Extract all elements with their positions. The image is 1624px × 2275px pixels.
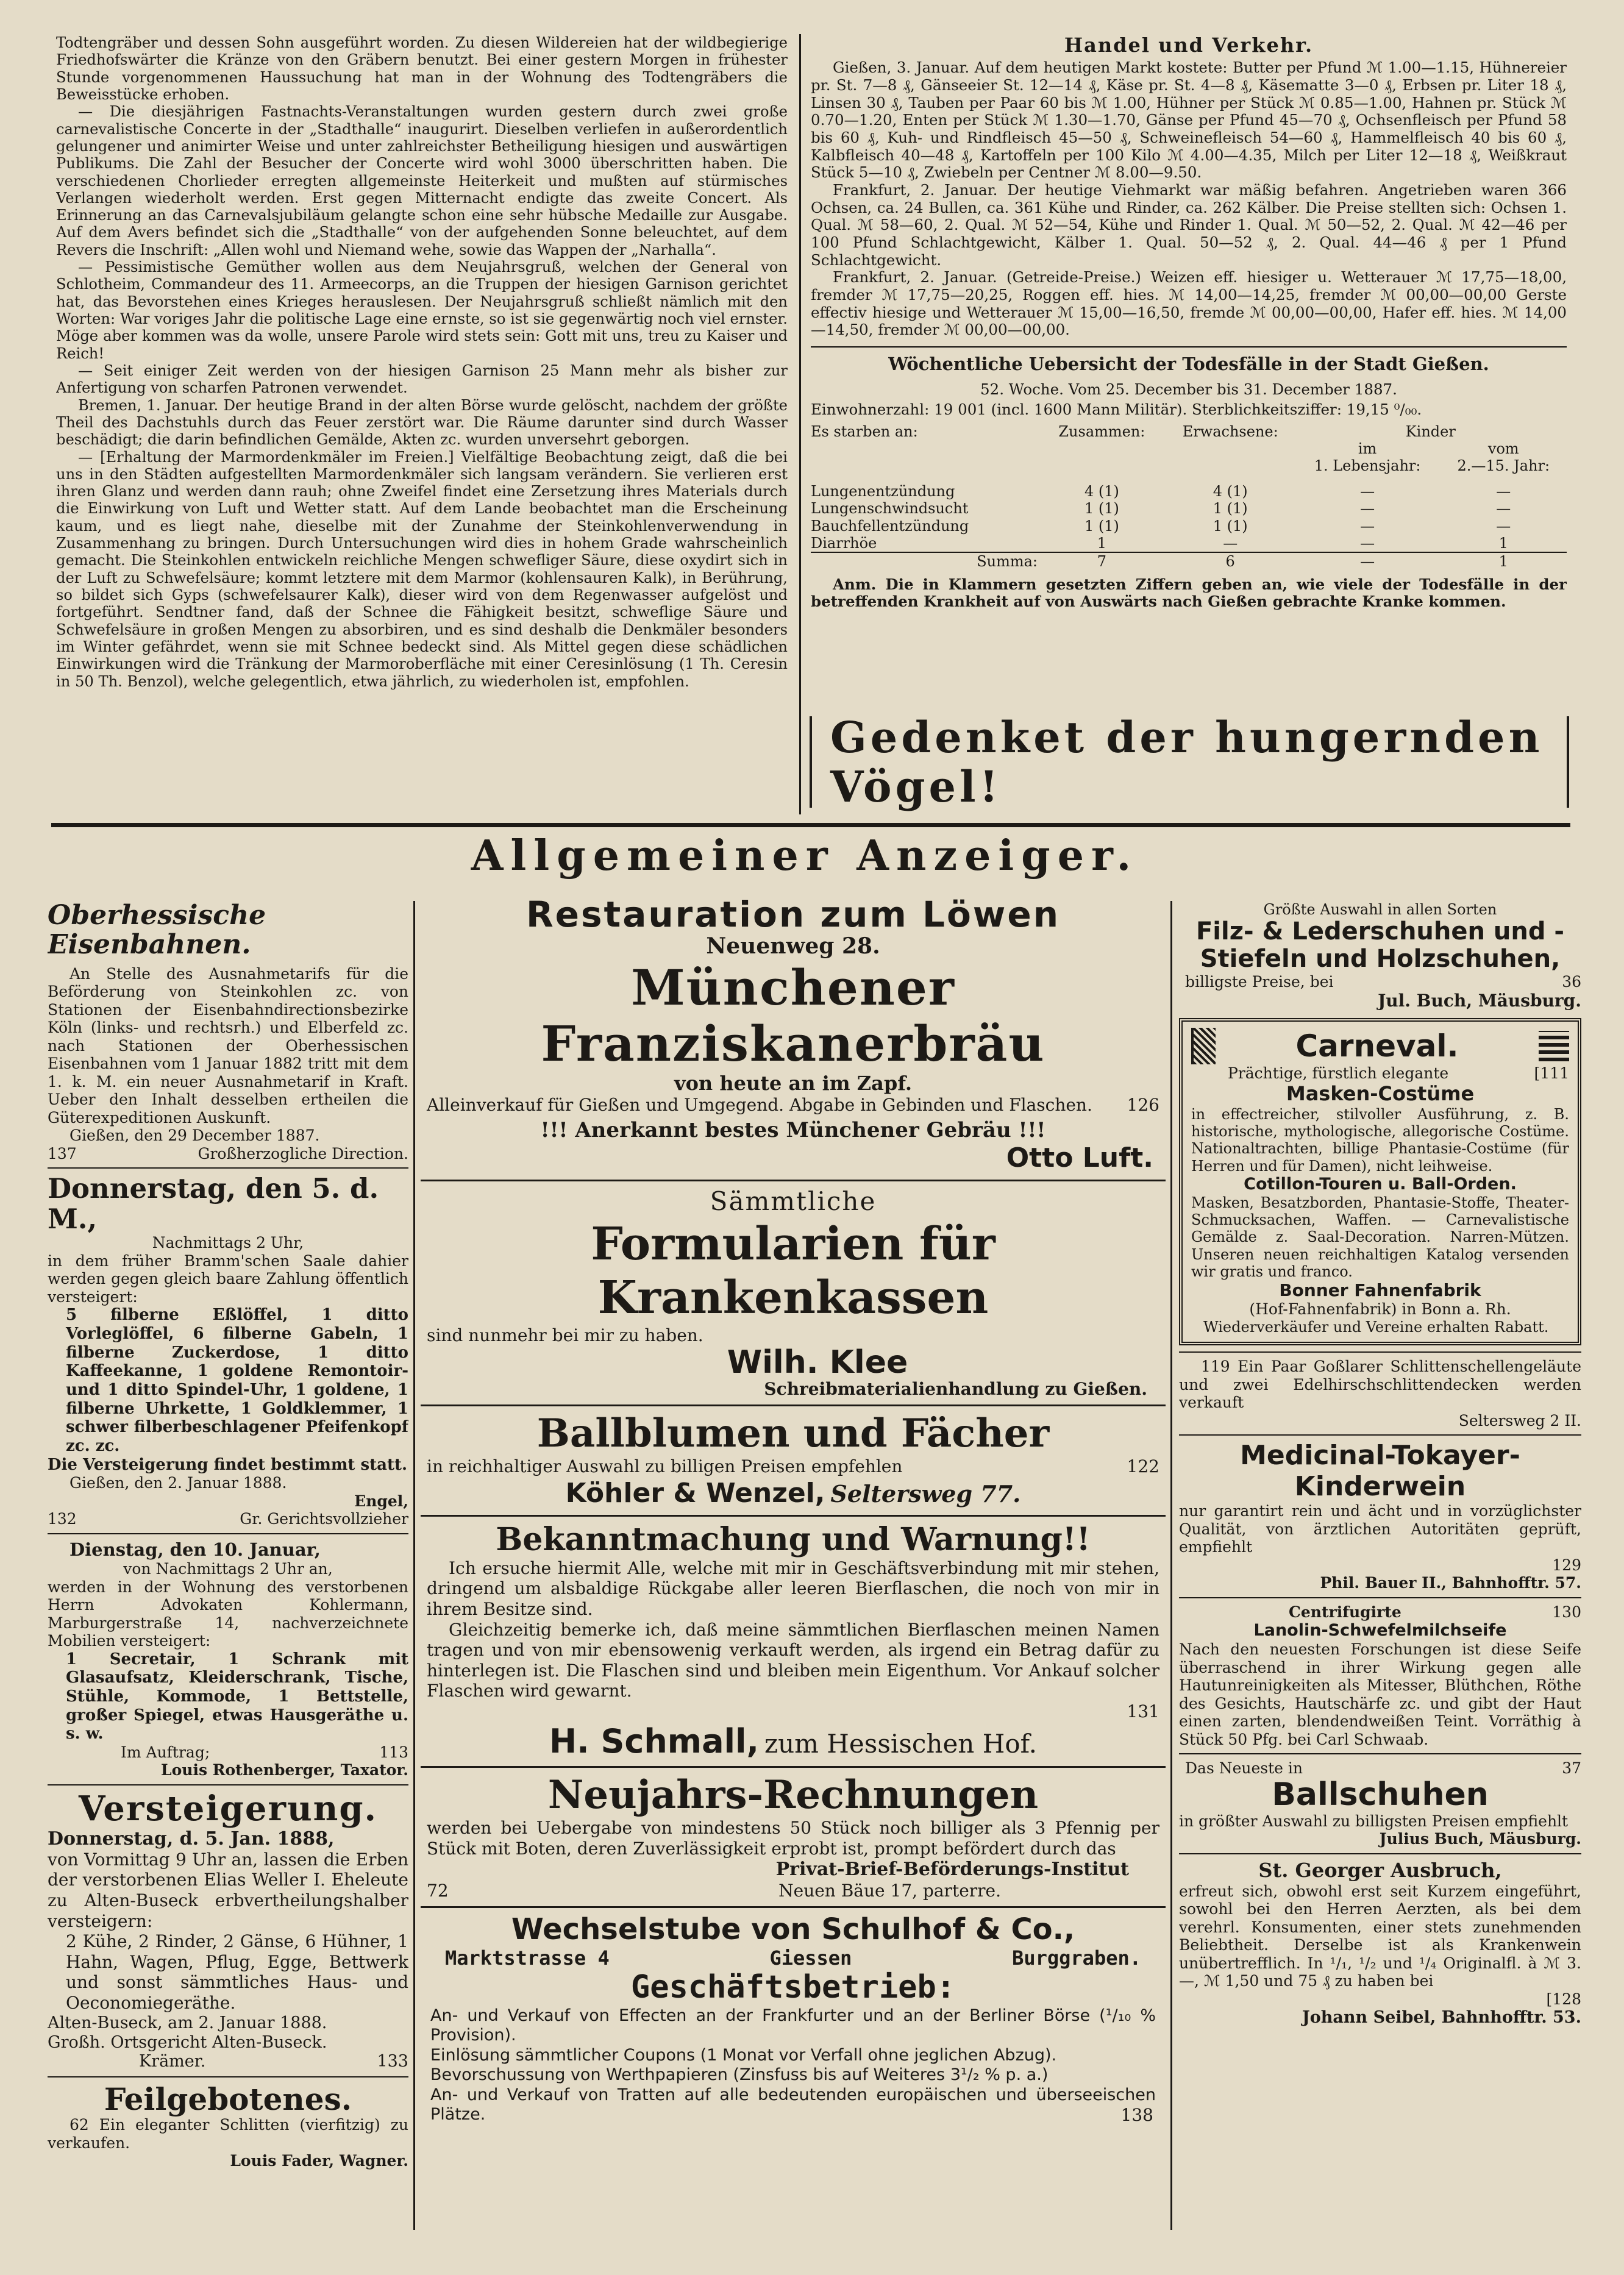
ad-subtitle: von Nachmittags 2 Uhr an, bbox=[123, 1560, 333, 1578]
count-cell: 1 bbox=[1498, 534, 1508, 552]
ad-subtitle: Nachmittags 2 Uhr, bbox=[152, 1234, 304, 1252]
section-title-handel: Handel und Verkehr. bbox=[1064, 34, 1314, 57]
ad-subtitle: Schreibmaterialienhandlung zu Gießen. bbox=[764, 1379, 1147, 1400]
ad-text: Bevorschussung von Werthpapieren (Zinsfuss bis auf Weiteres 3¹/₂ % p. a.) bbox=[430, 2065, 1049, 2085]
section-rule bbox=[51, 823, 1570, 827]
ad-signature: Großh. Ortsgericht Alten-Buseck. bbox=[48, 2032, 327, 2052]
count-cell: — bbox=[1360, 517, 1375, 535]
ad-signature: Louis Rothenberger, Taxator. bbox=[161, 1761, 408, 1779]
anzeiger-title: Allgemeiner Anzeiger. bbox=[471, 831, 1139, 880]
ad-date: Gießen, den 29 December 1887. bbox=[69, 1127, 320, 1145]
cause-cell: Bauchfellentzündung bbox=[811, 517, 969, 535]
market-report: Frankfurt, 2. Januar. Der heutige Viehmarkt war mäßig befahren. Angetrieben waren 366 Ochsen, ca. 24 Bullen, ca. 361 Kühe und Rinder, ca. 262 Kälber. Die Preise stellten sich: Ochsen 1. Qual. ℳ 58—60, 2. Qual. ℳ 52—54, Kühe und Rinder 1. Qual. ℳ 50—52, 2. Qual. ℳ 42—46 per 100 Pfund Schlachtgewicht, Kälber 1. Qual. 50—52 ₰, 2. Qual. 44—46 ₰ per 1 Pfund Schlachtgewicht. bbox=[811, 181, 1567, 269]
ad-signature: Köhler & Wenzel, bbox=[565, 1478, 825, 1509]
sum-cell: 6 bbox=[1225, 552, 1235, 570]
ads-column-middle bbox=[421, 896, 1166, 2237]
ad-signature: (Hof-Fahnenfabrik) in Bonn a. Rh. bbox=[1249, 1300, 1511, 1319]
cause-cell: Diarrhöe bbox=[811, 534, 877, 552]
ad-text: Einlösung sämmtlicher Coupons (1 Monat vor Verfall ohne jeglichen Abzug). bbox=[430, 2045, 1057, 2065]
th-im: im bbox=[1358, 440, 1377, 458]
ad-headline: Filz- & Lederschuhen und -Stiefeln und Holzschuhen, bbox=[1195, 917, 1565, 974]
ad-items: 2 Kühe, 2 Rinder, 2 Gänse, 6 Hühner, 1 Hahn, Wagen, Pflug, Egge, Bettwerk und sonst sämmtliches Haus- und Oeconomiegeräthe. bbox=[66, 1931, 408, 2013]
ad-text: werden in der Wohnung des verstorbenen Herrn Advokaten Kohlermann, Marburgerstraße 14, nachverzeichnete Mobilien versteigert: bbox=[48, 1578, 408, 1650]
cause-cell: Lungenentzündung bbox=[811, 483, 955, 500]
news-paragraph: Bremen, 1. Januar. Der heutige Brand in der alten Börse wurde gelöscht, nachdem der größte Theil des Dachstuhls durch das Feuer zerstört war. Die Räume darunter sind durch Wasser beschädigt; die darin befindlichen Gemälde, Akten zc. wurden unversehrt geborgen. bbox=[56, 396, 788, 449]
ad-signature: Phil. Bauer II., Bahnhofftr. 57. bbox=[1320, 1574, 1581, 1592]
column-divider bbox=[413, 901, 415, 2230]
ad-headline: Münchener Franziskanerbräu bbox=[541, 959, 1045, 1073]
ad-text: von Vormittag 9 Uhr an, lassen die Erben der verstorbenen Elias Weller I. Eheleute zu Alten-Buseck erbvertheilungshalber versteigern: bbox=[48, 1849, 408, 1931]
ad-signature: Bonner Fahnenfabrik bbox=[1279, 1280, 1481, 1301]
news-paragraph: Todtengräber und dessen Sohn ausgeführt worden. Zu diesen Wildereien hat der wildbegierige Friedhofswärter die Kränze von den Gräbern benutzt. Bei einer gestern Morgen in frühester Stunde vorgenommenen Haussuchung hat man in der Wohnung des Todtengräbers die Beweisstücke erhoben. bbox=[56, 34, 788, 103]
count-cell: 1 bbox=[1097, 534, 1107, 552]
count-cell: — bbox=[1360, 483, 1375, 500]
ad-title: Versteigerung. bbox=[78, 1788, 378, 1829]
ad-number: 133 bbox=[377, 2052, 408, 2071]
ad-address: Marktstrasse 4 bbox=[445, 1946, 610, 1970]
ad-address: Burggraben. bbox=[1012, 1946, 1141, 1970]
ad-items: 5 filberne Eßlöffel, 1 ditto Vorleglöffel, 6 filberne Gabeln, 1 filberne Zuckerdose, 1 ditto Kaffeekanne, 1 goldene Remontoir- und 1 ditto Spindel-Uhr, 1 goldene, 1 filberne Uhrkette, 1 Goldklemmer, 1 schwer filberbeschlagener Pfeifenkopf zc. zc. bbox=[66, 1306, 408, 1455]
ad-text: in größter Auswahl zu billigsten Preisen empfiehlt bbox=[1179, 1812, 1569, 1830]
ad-number: 113 bbox=[379, 1743, 408, 1761]
ad-text: Gleichzeitig bemerke ich, daß meine sämmtlichen Bierflaschen meinen Namen tragen und von mir ebensowenig verkauft werden, als irgend ein Betrag dafür zu hinterlegen ist. Die Flaschen sind und bleiben mein Eigenthum. Vor Ankauf solcher Flaschen wird gewarnt. bbox=[427, 1619, 1159, 1701]
ad-pretitle: Das Neueste in bbox=[1185, 1759, 1303, 1778]
table-row bbox=[811, 518, 1567, 535]
ad-text: in effectreicher, stilvoller Ausführung, z. B. historische, mythologische, allegorische Costüme. Nationaltrachten, billige Phantasie-Costüme (für Herren und für Damen), nicht leihweise. bbox=[1191, 1105, 1569, 1175]
flag-icon bbox=[1539, 1031, 1569, 1061]
ad-text: An- und Verkauf von Tratten auf alle bedeutenden europäischen und überseeischen Plätze. bbox=[430, 2085, 1156, 2124]
ad-text: Im Auftrag; bbox=[121, 1743, 210, 1761]
th-erwachsene: Erwachsene: bbox=[1182, 423, 1278, 441]
ads-column-left bbox=[48, 901, 408, 2242]
ad-items: 1 Secretair, 1 Schrank mit Glasaufsatz, Kleiderschrank, Tische, Stühle, Kommode, 1 Bettstelle, großer Spiegel, etwas Hausgeräthe u. s. w. bbox=[66, 1650, 408, 1743]
table-row bbox=[811, 500, 1567, 517]
ad-title: Oberhessische Eisenbahnen. bbox=[48, 901, 266, 961]
ad-text: Prächtige, fürstlich elegante bbox=[1228, 1064, 1449, 1083]
count-cell: 4 (1) bbox=[1084, 483, 1119, 500]
th-jahr: 2.—15. Jahr: bbox=[1457, 457, 1550, 475]
ad-number: 130 bbox=[1552, 1603, 1581, 1621]
ad-signature: Johann Seibel, Bahnhofftr. 53. bbox=[1302, 2008, 1581, 2028]
ad-subtitle: Cotillon-Touren u. Ball-Orden. bbox=[1244, 1174, 1517, 1194]
ad-address: Giessen bbox=[769, 1946, 852, 1970]
count-cell: — bbox=[1360, 500, 1375, 518]
ad-text: 62 Ein eleganter Schlitten (vierfitzig) zu verkaufen. bbox=[48, 2116, 408, 2152]
ad-text: werden bei Uebergabe von mindestens 50 Stück noch billiger als 3 Pfennig per Stück mit Boten, deren Zuverlässigkeit erprobt ist, prompt befördert durch das bbox=[427, 1817, 1159, 1859]
ad-number: 126 bbox=[1127, 1095, 1159, 1116]
ad-number: 137 bbox=[48, 1144, 77, 1162]
count-cell: — bbox=[1496, 500, 1511, 518]
ad-pretitle: Centrifugirte bbox=[1289, 1603, 1401, 1621]
ad-signature: Wilh. Klee bbox=[727, 1344, 908, 1381]
ad-address: Neuen Bäue 17, parterre. bbox=[778, 1881, 1001, 1901]
ad-signature: Jul. Buch, Mäusburg. bbox=[1378, 991, 1581, 1011]
ad-pretitle: Größte Auswahl in allen Sorten bbox=[1263, 901, 1497, 918]
ad-number: 131 bbox=[1127, 1701, 1159, 1721]
ad-text: nur garantirt rein und ächt und in vorzüglichster Qualität, von ärztlichen Autoritäten geprüft, empfiehlt bbox=[1179, 1502, 1581, 1556]
ad-title: Dienstag, den 10. Januar, bbox=[69, 1539, 321, 1560]
news-column-left bbox=[56, 34, 788, 813]
ad-number: 132 bbox=[48, 1510, 77, 1528]
count-cell: — bbox=[1496, 483, 1511, 500]
ad-headline: Medicinal-Tokayer-Kinderwein bbox=[1240, 1440, 1520, 1502]
ad-number: 129 bbox=[1552, 1556, 1581, 1574]
death-stats-table bbox=[811, 423, 1567, 570]
ad-title: Donnerstag, den 5. d. M., bbox=[48, 1172, 379, 1235]
ad-headline: Ballschuhen bbox=[1272, 1776, 1489, 1813]
ad-signature: Gr. Gerichtsvollzieher bbox=[240, 1510, 408, 1528]
ad-place: Alten-Buseck, am 2. Januar 1888. bbox=[48, 2013, 327, 2032]
cause-cell: Lungenschwindsucht bbox=[811, 500, 969, 518]
ad-title-restaurant: Restauration zum Löwen bbox=[525, 896, 1061, 935]
ad-headline: Formularien für Krankenkassen bbox=[591, 1217, 995, 1325]
ad-number: [111 bbox=[1534, 1064, 1569, 1083]
ad-signature: Julius Buch, Mäusburg. bbox=[1379, 1830, 1581, 1848]
ad-number: 36 bbox=[1562, 972, 1581, 991]
table-row bbox=[811, 483, 1567, 500]
count-cell: 1 (1) bbox=[1213, 517, 1248, 535]
news-paragraph: — Pessimistische Gemüther wollen aus dem Neujahrsgruß, welchen der General von Schlotheim, Commandeur des 11. Armeecorps, an die Truppen der hiesigen Garnison gerichtet hat, das Bevorstehen eines Krieges herauslesen. Der Neujahrsgruß schließt nämlich mit den Worten: War voriges Jahr die politische Lage eine ernste, so ist sie gegenwärtig noch viel ernster. Möge aber kommen was da wolle, unsere Parole wird stets sein: Gott mit uns, treu zu Kaiser und Reich! bbox=[56, 258, 788, 362]
th-kinder: Kinder bbox=[1405, 423, 1456, 441]
count-cell: 1 (1) bbox=[1084, 517, 1119, 535]
ad-text: Nach den neuesten Forschungen ist diese Seife überraschend in ihrer Wirkung gegen alle Hautunreinigkeiten als Mitesser, Blüthchen, Röthe des Gesichts, Hautschärfe zc. und gibt der Haut einen zarten, blendendweißen Teint. Vorräthig à Stück 50 Pfg. bei Carl Schwaab. bbox=[1179, 1640, 1581, 1748]
ad-text: An Stelle des Ausnahmetarifs für die Beförderung von Steinkohlen zc. von Stationen der Eisenbahndirectionsbezirke Köln (links- und rechtsrh.) und Elberfeld zc. nach Stationen der Oberhessischen Eisenbahnen vom 1 Januar 1882 tritt mit dem 1. k. M. ein neuer Ausnahmetarif in Kraft. Ueber den Inhalt desselben ertheilen die Güterexpeditionen Auskunft. bbox=[48, 964, 408, 1127]
ad-signature: Otto Luft. bbox=[1006, 1142, 1153, 1174]
th-zusammen: Zusammen: bbox=[1058, 423, 1145, 441]
count-cell: — bbox=[1360, 534, 1375, 552]
death-stats-title: Wöchentliche Uebersicht der Todesfälle in der Stadt Gießen. bbox=[888, 353, 1489, 374]
count-cell: — bbox=[1496, 517, 1511, 535]
ad-address: Seltersweg 2 II. bbox=[1458, 1411, 1581, 1429]
ad-date: Donnerstag, d. 5. Jan. 1888, bbox=[48, 1828, 335, 1850]
ad-note: Die Versteigerung findet bestimmt statt. bbox=[48, 1455, 408, 1474]
ad-text: sind nunmehr bei mir zu haben. bbox=[427, 1325, 703, 1346]
banner-birds bbox=[810, 711, 1569, 812]
ad-pretitle: Sämmtliche bbox=[710, 1186, 877, 1217]
news-column-right bbox=[811, 34, 1567, 821]
column-divider bbox=[1170, 901, 1172, 2230]
banner-text: Gedenket der hungernden Vögel! bbox=[812, 710, 1567, 814]
ad-headline: Carneval. bbox=[1295, 1028, 1459, 1064]
ad-address: Neuenweg 28. bbox=[706, 933, 880, 959]
sum-cell: — bbox=[1360, 552, 1375, 570]
death-stats-population: Einwohnerzahl: 19 001 (incl. 1600 Mann Militär). Sterblichkeitsziffer: 19,15 ⁰/₀₀. bbox=[811, 400, 1422, 418]
ad-signature: Großherzogliche Direction. bbox=[198, 1144, 408, 1162]
th-starben: Es starben an: bbox=[811, 423, 918, 441]
ad-number: 122 bbox=[1127, 1456, 1159, 1476]
flag-icon bbox=[1191, 1028, 1216, 1064]
ad-address: zum Hessischen Hof. bbox=[764, 1728, 1038, 1759]
ad-text: 119 Ein Paar Goßlarer Schlittenschellengeläute und zwei Edelhirschschlittendecken werden verkauft bbox=[1179, 1358, 1581, 1412]
ad-signature: Krämer. bbox=[139, 2052, 206, 2071]
ad-signature: Louis Fader, Wagner. bbox=[230, 2152, 408, 2170]
table-row bbox=[811, 535, 1567, 552]
sum-row bbox=[811, 552, 1567, 570]
column-divider bbox=[799, 34, 801, 814]
ad-text: billigste Preise, bei bbox=[1185, 972, 1334, 991]
ad-title: Feilgebotenes. bbox=[104, 2081, 352, 2118]
ad-text: Masken, Besatzborden, Phantasie-Stoffe, Theater-Schmucksachen, Waffen. — Carnevalistische Gemälde z. Saal-Decoration. Narren-Mützen. Unseren neuen reichhaltigen Katalog versenden wir gratis und franco. bbox=[1191, 1194, 1569, 1281]
ads-column-right bbox=[1179, 901, 1581, 2242]
news-paragraph: — Seit einiger Zeit werden von der hiesigen Garnison 25 Mann mehr als bisher zur Anfertigung von scharfen Patronen verwendet. bbox=[56, 361, 788, 397]
ad-signature: Engel, bbox=[354, 1492, 408, 1510]
ad-subtitle: von heute an im Zapf. bbox=[674, 1072, 913, 1095]
market-report: Frankfurt, 2. Januar. (Getreide-Preise.) Weizen eff. hiesiger u. Wetterauer ℳ 17,75—18,00, fremder ℳ 17,75—20,25, Roggen eff. hies. ℳ 14,00—14,25, fremder ℳ 00,00—00,00 Gerste effectiv hiesige und Wetterauer ℳ 15,00—16,50, fremde ℳ 00,00—00,00, Hafer eff. hies. ℳ 14,00—14,50, fremder ℳ 00,00—00,00. bbox=[811, 268, 1567, 339]
ad-number: 72 bbox=[427, 1881, 449, 1901]
ad-text: erfreut sich, obwohl erst seit Kurzem eingeführt, sowohl bei den Herren Aerzten, als bei dem verehrl. Konsumenten, einer stets zunehmenden Beliebtheit. Derselbe ist als Krankenwein unübertrefflich. In ¹/₁, ¹/₂ und ¹/₄ Originalfl. à ℳ 3.—, ℳ 1,50 und 75 ₰ zu haben bei bbox=[1179, 1882, 1581, 1990]
ad-number: 138 bbox=[1120, 2105, 1153, 2126]
count-cell: 1 (1) bbox=[1213, 500, 1248, 518]
news-paragraph: — [Erhaltung der Marmordenkmäler im Freien.] Vielfältige Beobachtung zeigt, daß die bei uns in den Städten aufgestellten Marmordenkmäler sich langsam verändern. Sie verlieren erst ihren Glanz und werden dann rauh; ohne Zweifel findet eine Zersetzung ihres Materials durch die Einwirkung von Luft und Wetter statt. Auf dem Lande beobachtet man die Erscheinung kaum, und es liegt nahe, dieselbe mit der Zunahme der Steinkohlenverwendung in Zusammenhang zu bringen. Durch Untersuchungen wird dies in hohem Grade wahrscheinlich gemacht. Die Steinkohlen entwickeln reichliche Mengen schwefliger Säure, diese oxydirt sich in der Luft zu Schwefelsäure; kommt letztere mit dem Marmor (kohlensauren Kalk), in Berührung, so bildet sich Gyps (schwefelsaurer Kalk), dieser wird von dem Regenwasser aufgelöst und fortgeführt. Sendtner fand, daß der Schnee die Fähigkeit besitzt, schweflige Säure und Schwefelsäure in großen Mengen zu absorbiren, und es sind deshalb die Denkmäler besonders im Winter gefährdet, wenn sie mit Schnee bedeckt sind. Als Mittel gegen diese schädlichen Einwirkungen wird die Tränkung der Marmoroberfläche mit einer Ceresinlösung (1 Th. Ceresin in 50 Th. Benzol), welche gelegentlich, etwa jährlich, zu wiederholen ist, empfohlen. bbox=[56, 448, 788, 690]
ad-date: Gießen, den 2. Januar 1888. bbox=[69, 1474, 287, 1492]
ad-text: in dem früher Bramm'schen Saale dahier werden gegen gleich baare Zahlung öffentlich versteigert: bbox=[48, 1251, 408, 1306]
ad-text: Wiederverkäufer und Vereine erhalten Rabatt. bbox=[1203, 1318, 1549, 1336]
ad-number: 37 bbox=[1562, 1759, 1581, 1778]
ad-subtitle: Geschäftsbetrieb: bbox=[630, 1969, 956, 2006]
ad-headline: Bekanntmachung und Warnung!! bbox=[496, 1521, 1091, 1558]
news-paragraph: — Die diesjährigen Fastnachts-Veranstaltungen wurden gestern durch zwei große carnevalistische Concerte in der „Stadthalle“ inaugurirt. Dieselben verliefen in außerordentlich gelungener und animirter Weise und unter zahlreichster Betheiligung hiesigen und auswärtigen Publikums. Die Zahl der Besucher der Concerte wird wohl 3000 überschritten haben. Die verschiedenen Chorlieder erregten allgemeinste Heiterkeit und mußten auf stürmisches Verlangen wiederholt werden. Erst gegen Mitternacht endigte das zweite Concert. Als Erinnerung an das Carnevalsjubiläum gelangte schon eine sehr hübsche Medaille zur Ausgabe. Auf dem Avers befindet sich die „Stadthalle“ von der aufgehenden Sonne beleuchtet, auf dem Revers die Inschrift: „Allen wohl und Niemand wehe, sowie das Wappen der „Narhalla“. bbox=[56, 103, 788, 258]
ad-text: in reichhaltiger Auswahl zu billigen Preisen empfehlen bbox=[427, 1456, 903, 1476]
ad-slogan: !!! Anerkannt bestes Münchener Gebräu !!! bbox=[540, 1117, 1046, 1142]
ad-signature: H. Schmall, bbox=[549, 1721, 760, 1761]
count-cell: 1 (1) bbox=[1084, 500, 1119, 518]
market-report: Gießen, 3. Januar. Auf dem heutigen Markt kostete: Butter per Pfund ℳ 1.00—1.15, Hühnereier pr. St. 7—8 ₰, Gänseeier St. 12—14 ₰, Käse pr. St. 4—8 ₰, Käsematte 3—0 ₰, Erbsen pr. Liter 18 ₰, Linsen 30 ₰, Tauben per Paar 60 bis ℳ 1.00, Hühner per Stück ℳ 0.85—1.00, Hahnen pr. Stück ℳ 0.70—1.20, Enten per Stück ℳ 1.30—1.70, Gänse per Pfund 45—70 ₰, Ochsenfleisch per Pfund 58 bis 60 ₰, Kuh- und Rindfleisch 45—50 ₰, Schweinefleisch 54—60 ₰, Hammelfleisch 40 bis 60 ₰, Kalbfleisch 40—48 ₰, Kartoffeln per 100 Kilo ℳ 4.00—4.35, Milch per Liter 12—18 ₰, Weißkraut Stück 5—10 ₰, Zwiebeln per Centner ℳ 8.00—9.50. bbox=[811, 59, 1567, 182]
th-vom: vom bbox=[1487, 440, 1519, 458]
ad-text: Ich ersuche hiermit Alle, welche mit mir in Geschäftsverbindung mit mir stehen, dringend um alsbaldige Rückgabe aller leeren Bierflaschen, die noch von mir in ihrem Besitze sind. bbox=[427, 1558, 1159, 1619]
count-cell: 4 (1) bbox=[1213, 483, 1248, 500]
ad-signature: Privat-Brief-Beförderungs-Institut bbox=[775, 1859, 1129, 1881]
ad-headline: Ballblumen und Fächer bbox=[536, 1411, 1050, 1457]
ad-headline: St. Georger Ausbruch, bbox=[1258, 1858, 1502, 1882]
ad-number: [128 bbox=[1546, 1990, 1581, 2008]
death-stats-week: 52. Woche. Vom 25. December bis 31. December 1887. bbox=[980, 380, 1397, 398]
th-lebensjahr: 1. Lebensjahr: bbox=[1314, 457, 1421, 475]
ad-headline: Neujahrs-Rechnungen bbox=[547, 1772, 1039, 1818]
sum-cell: 1 bbox=[1498, 552, 1508, 570]
death-stats-note: Anm. Die in Klammern gesetzten Ziffern geben an, wie viele der Todesfälle in der betreffenden Krankheit auf von Auswärts nach Gießen gebrachte Kranke kommen. bbox=[811, 575, 1567, 611]
sum-cell: 7 bbox=[1097, 552, 1107, 570]
sum-label: Summa: bbox=[977, 552, 1038, 570]
ad-text: Alleinverkauf für Gießen und Umgegend. Abgabe in Gebinden und Flaschen. bbox=[427, 1095, 1092, 1116]
count-cell: — bbox=[1223, 534, 1238, 552]
ad-address: Seltersweg 77. bbox=[830, 1480, 1021, 1508]
ad-text: An- und Verkauf von Effecten an der Frankfurter und an der Berliner Börse (¹/₁₀ % Provision). bbox=[430, 2006, 1156, 2045]
ad-headline: Lanolin-Schwefelmilchseife bbox=[1253, 1621, 1507, 1640]
ad-headline: Wechselstube von Schulhof & Co., bbox=[511, 1912, 1075, 1946]
ad-subtitle: Masken-Costüme bbox=[1286, 1081, 1475, 1105]
